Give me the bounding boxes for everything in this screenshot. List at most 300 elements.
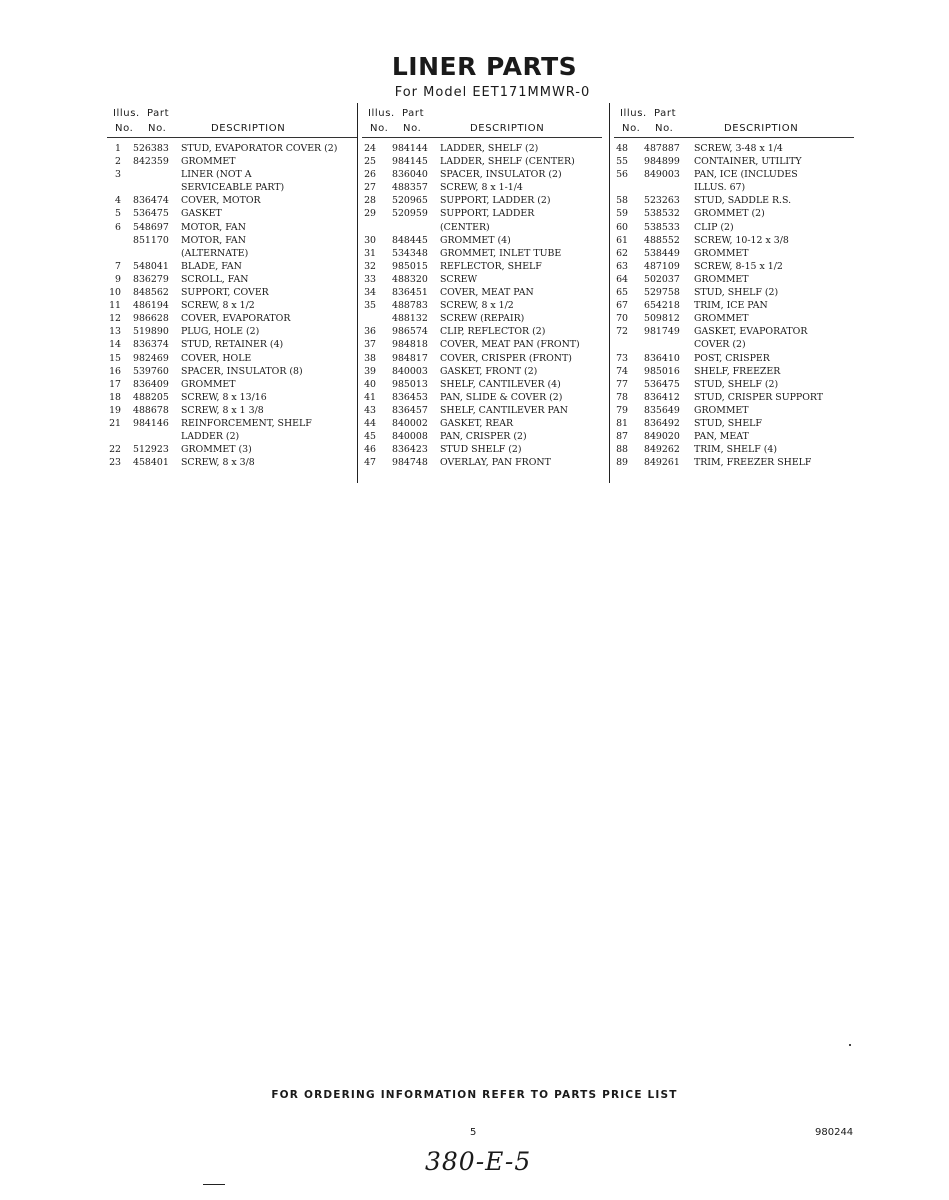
- illus-number: 70: [616, 313, 628, 325]
- part-description: STUD, SHELF (2): [694, 378, 779, 390]
- part-description: COVER (2): [694, 339, 746, 351]
- illus-number: 81: [616, 417, 628, 429]
- parts-row: [107, 181, 357, 194]
- illus-number: 18: [109, 391, 121, 403]
- part-number: 836374: [133, 339, 169, 351]
- part-number: 836409: [133, 378, 169, 390]
- illus-number: 47: [364, 457, 376, 469]
- part-label: Part: [147, 108, 170, 119]
- parts-row: [614, 430, 854, 443]
- part-number: 840002: [392, 417, 428, 429]
- part-description: SPACER, INSULATOR (8): [181, 365, 303, 377]
- illus-number: 9: [115, 273, 121, 285]
- illus-number: 24: [364, 143, 376, 154]
- parts-row: [107, 404, 357, 417]
- illus-number: 78: [616, 391, 628, 403]
- part-number: 539760: [133, 365, 169, 377]
- parts-row: [614, 194, 854, 207]
- part-description: STUD, SADDLE R.S.: [694, 195, 792, 207]
- part-description: TRIM, FREEZER SHELF: [694, 457, 812, 469]
- part-description: SHELF, CANTILEVER PAN: [440, 404, 568, 416]
- part-number: 984899: [644, 156, 680, 168]
- illus-number: 35: [364, 300, 376, 312]
- illus-number: 1: [115, 143, 121, 154]
- part-description: CLIP (2): [694, 221, 734, 233]
- part-number: 520965: [392, 195, 428, 207]
- illus-number: 17: [109, 378, 121, 390]
- illus-number: 59: [616, 208, 628, 220]
- parts-row: [362, 181, 602, 194]
- part-description: GASKET, FRONT (2): [440, 365, 538, 377]
- illus-number: 46: [364, 444, 376, 456]
- part-number: 836279: [133, 273, 169, 285]
- parts-row: [614, 456, 854, 469]
- part-description: CONTAINER, UTILITY: [694, 156, 802, 168]
- parts-row: [614, 417, 854, 430]
- illus-number: 27: [364, 182, 376, 194]
- part-description: SHELF, FREEZER: [694, 365, 781, 377]
- parts-row: [614, 299, 854, 312]
- part-description: STUD SHELF (2): [440, 444, 522, 456]
- illus-number: 32: [364, 260, 376, 272]
- illus-number: 44: [364, 417, 376, 429]
- part-number: 851170: [133, 234, 169, 246]
- illus-no-label: No.: [370, 123, 389, 134]
- part-number: 984145: [392, 156, 428, 168]
- part-description: GROMMET (2): [694, 208, 765, 220]
- column-header: [107, 104, 357, 138]
- illus-number: 87: [616, 431, 628, 443]
- parts-row: [107, 312, 357, 325]
- parts-row: [614, 325, 854, 338]
- part-number: 538449: [644, 247, 680, 259]
- part-description: STUD, RETAINER (4): [181, 339, 284, 351]
- part-number: 486194: [133, 300, 169, 312]
- part-description: TRIM, ICE PAN: [694, 300, 768, 312]
- part-description: SCREW, 8-15 x 1/2: [694, 260, 783, 272]
- ordering-note: FOR ORDERING INFORMATION REFER TO PARTS PRICE LIST: [271, 1089, 678, 1101]
- parts-row: [614, 234, 854, 247]
- part-number: 654218: [644, 300, 680, 312]
- parts-row: [614, 273, 854, 286]
- part-description: GROMMET: [694, 313, 749, 325]
- illus-number: 16: [109, 365, 121, 377]
- column-divider: [609, 103, 610, 483]
- part-description: SUPPORT, LADDER (2): [440, 195, 551, 207]
- part-number: 548697: [133, 221, 169, 233]
- handwritten-note: 380-E-5: [425, 1147, 532, 1176]
- parts-row: [107, 168, 357, 181]
- part-number: 488132: [392, 313, 428, 325]
- part-description: SHELF, CANTILEVER (4): [440, 378, 561, 390]
- part-description: STUD, SHELF (2): [694, 287, 779, 299]
- parts-row: [362, 168, 602, 181]
- part-number: 984748: [392, 457, 428, 469]
- illus-number: 62: [616, 247, 628, 259]
- parts-row: [107, 338, 357, 351]
- part-number: 986574: [392, 326, 428, 338]
- part-no-label: No.: [403, 123, 422, 134]
- illus-number: 21: [109, 417, 121, 429]
- part-number: 536475: [133, 208, 169, 220]
- part-description: GROMMET: [181, 378, 236, 390]
- illus-number: 2: [115, 156, 121, 168]
- illus-number: 64: [616, 273, 628, 285]
- parts-row: [107, 247, 357, 260]
- illus-number: 12: [109, 313, 121, 325]
- illus-number: 61: [616, 234, 628, 246]
- part-description: REFLECTOR, SHELF: [440, 260, 542, 272]
- part-description: SCREW, 8 x 1 3/8: [181, 404, 264, 416]
- illus-number: 40: [364, 378, 376, 390]
- part-description: SCREW: [440, 273, 478, 285]
- illus-no-label: No.: [115, 123, 134, 134]
- illus-number: 13: [109, 326, 121, 338]
- parts-row: [614, 338, 854, 351]
- part-description: SCREW, 8 x 1-1/4: [440, 182, 523, 194]
- parts-row: [107, 273, 357, 286]
- parts-row: [107, 299, 357, 312]
- part-description: STUD, SHELF: [694, 417, 762, 429]
- illus-number: 23: [109, 457, 121, 469]
- parts-row: [362, 391, 602, 404]
- illus-number: 37: [364, 339, 376, 351]
- part-description: GASKET: [181, 208, 222, 220]
- parts-row: [614, 155, 854, 168]
- illus-number: 65: [616, 287, 628, 299]
- parts-row: [362, 207, 602, 220]
- parts-row: [614, 168, 854, 181]
- part-no-label: No.: [148, 123, 167, 134]
- part-description: SERVICEABLE PART): [181, 182, 285, 194]
- illus-number: 60: [616, 221, 628, 233]
- part-no-label: No.: [655, 123, 674, 134]
- parts-row: [107, 352, 357, 365]
- part-number: 984818: [392, 339, 428, 351]
- parts-row: [107, 260, 357, 273]
- parts-row: [362, 352, 602, 365]
- illus-number: 39: [364, 365, 376, 377]
- part-number: 488783: [392, 300, 428, 312]
- part-number: 982469: [133, 352, 169, 364]
- part-number: 984817: [392, 352, 428, 364]
- parts-row: [614, 286, 854, 299]
- parts-row: [362, 417, 602, 430]
- part-number: 842359: [133, 156, 169, 168]
- part-number: 985013: [392, 378, 428, 390]
- part-description: OVERLAY, PAN FRONT: [440, 457, 551, 469]
- part-description: PAN, CRISPER (2): [440, 431, 527, 443]
- illus-number: 45: [364, 431, 376, 443]
- part-number: 534348: [392, 247, 428, 259]
- part-description: PAN, SLIDE & COVER (2): [440, 391, 563, 403]
- scan-mark: [203, 1184, 225, 1185]
- part-number: 985016: [644, 365, 680, 377]
- illus-number: 58: [616, 195, 628, 207]
- illus-number: 56: [616, 169, 628, 181]
- illus-label: Illus.: [368, 108, 395, 119]
- part-description: SCREW, 8 x 1/2: [181, 300, 255, 312]
- parts-row: [614, 142, 854, 155]
- parts-row: [362, 456, 602, 469]
- part-number: 526383: [133, 143, 169, 154]
- part-number: 836474: [133, 195, 169, 207]
- part-number: 509812: [644, 313, 680, 325]
- illus-number: 26: [364, 169, 376, 181]
- page-number: 5: [470, 1127, 477, 1138]
- illus-number: 11: [109, 300, 121, 312]
- part-number: 836492: [644, 417, 680, 429]
- parts-row: [107, 365, 357, 378]
- part-description: PAN, MEAT: [694, 431, 749, 443]
- part-number: 836423: [392, 444, 428, 456]
- column-header: [614, 104, 854, 138]
- part-number: 836040: [392, 169, 428, 181]
- part-description: PLUG, HOLE (2): [181, 326, 260, 338]
- part-number: 849020: [644, 431, 680, 443]
- part-description: COVER, CRISPER (FRONT): [440, 352, 572, 364]
- parts-row: [107, 443, 357, 456]
- parts-row: [362, 260, 602, 273]
- part-description: GASKET, EVAPORATOR: [694, 326, 808, 338]
- illus-number: 55: [616, 156, 628, 168]
- parts-row: [614, 181, 854, 194]
- parts-row: [614, 404, 854, 417]
- illus-number: 88: [616, 444, 628, 456]
- parts-row: [362, 221, 602, 234]
- part-description: SCREW, 8 x 13/16: [181, 391, 267, 403]
- illus-number: 22: [109, 444, 121, 456]
- scan-speck: [849, 1044, 851, 1046]
- parts-row: [107, 417, 357, 430]
- part-number: 848445: [392, 234, 428, 246]
- part-number: 520959: [392, 208, 428, 220]
- parts-row: [362, 378, 602, 391]
- parts-row: [362, 404, 602, 417]
- part-number: 836453: [392, 391, 428, 403]
- part-description: SCREW, 8 x 3/8: [181, 457, 255, 469]
- illus-number: 72: [616, 326, 628, 338]
- part-number: 487887: [644, 143, 680, 154]
- part-description: LINER (NOT A: [181, 169, 252, 181]
- part-description: SCROLL, FAN: [181, 273, 249, 285]
- part-description: SCREW, 3-48 x 1/4: [694, 143, 783, 154]
- part-description: ILLUS. 67): [694, 182, 746, 194]
- part-number: 458401: [133, 457, 169, 469]
- part-description: SCREW, 10-12 x 3/8: [694, 234, 789, 246]
- part-number: 538533: [644, 221, 680, 233]
- part-description: COVER, MOTOR: [181, 195, 261, 207]
- part-label: Part: [402, 108, 425, 119]
- part-number: 488357: [392, 182, 428, 194]
- illus-number: 63: [616, 260, 628, 272]
- parts-row: [107, 286, 357, 299]
- parts-row: [107, 234, 357, 247]
- part-number: 849262: [644, 444, 680, 456]
- part-description: MOTOR, FAN: [181, 234, 246, 246]
- parts-row: [614, 260, 854, 273]
- part-number: 985015: [392, 260, 428, 272]
- document-number: 980244: [815, 1127, 854, 1138]
- part-number: 519890: [133, 326, 169, 338]
- part-description: TRIM, SHELF (4): [694, 444, 778, 456]
- illus-number: 34: [364, 287, 376, 299]
- parts-row: [614, 221, 854, 234]
- column-divider: [357, 103, 358, 483]
- part-number: 984144: [392, 143, 428, 154]
- parts-row: [362, 142, 602, 155]
- parts-row: [362, 338, 602, 351]
- illus-number: 79: [616, 404, 628, 416]
- header-rule: [362, 137, 602, 138]
- parts-row: [614, 207, 854, 220]
- part-description: SCREW, 8 x 1/2: [440, 300, 514, 312]
- part-number: 836410: [644, 352, 680, 364]
- part-description: GROMMET (4): [440, 234, 511, 246]
- parts-row: [362, 365, 602, 378]
- parts-row: [362, 286, 602, 299]
- parts-row: [362, 443, 602, 456]
- part-number: 536475: [644, 378, 680, 390]
- parts-row: [362, 247, 602, 260]
- parts-column: [362, 104, 602, 469]
- illus-number: 30: [364, 234, 376, 246]
- part-description: LADDER, SHELF (CENTER): [440, 156, 575, 168]
- part-description: STUD, CRISPER SUPPORT: [694, 391, 824, 403]
- part-number: 529758: [644, 287, 680, 299]
- parts-row: [614, 443, 854, 456]
- illus-number: 19: [109, 404, 121, 416]
- part-label: Part: [654, 108, 677, 119]
- illus-number: 43: [364, 404, 376, 416]
- illus-number: 10: [109, 287, 121, 299]
- part-number: 488552: [644, 234, 680, 246]
- part-number: 488678: [133, 404, 169, 416]
- illus-number: 28: [364, 195, 376, 207]
- illus-number: 74: [616, 365, 628, 377]
- part-description: COVER, EVAPORATOR: [181, 313, 291, 325]
- illus-number: 15: [109, 352, 121, 364]
- part-number: 487109: [644, 260, 680, 272]
- parts-column: [107, 104, 357, 469]
- illus-number: 41: [364, 391, 376, 403]
- part-description: GROMMET: [181, 156, 236, 168]
- part-number: 488320: [392, 273, 428, 285]
- header-rule: [107, 137, 357, 138]
- part-number: 502037: [644, 273, 680, 285]
- parts-row: [107, 221, 357, 234]
- part-description: LADDER (2): [181, 431, 240, 443]
- parts-row: [107, 430, 357, 443]
- part-number: 836412: [644, 391, 680, 403]
- part-number: 835649: [644, 404, 680, 416]
- part-description: POST, CRISPER: [694, 352, 770, 364]
- parts-row: [107, 456, 357, 469]
- part-number: 984146: [133, 417, 169, 429]
- part-description: BLADE, FAN: [181, 260, 242, 272]
- part-number: 849003: [644, 169, 680, 181]
- parts-row: [362, 325, 602, 338]
- illus-number: 5: [115, 208, 121, 220]
- parts-row: [107, 325, 357, 338]
- part-number: 836451: [392, 287, 428, 299]
- part-number: 986628: [133, 313, 169, 325]
- illus-number: 38: [364, 352, 376, 364]
- part-description: GROMMET: [694, 247, 749, 259]
- part-number: 981749: [644, 326, 680, 338]
- part-description: COVER, HOLE: [181, 352, 252, 364]
- parts-row: [614, 391, 854, 404]
- part-description: SUPPORT, LADDER: [440, 208, 535, 220]
- illus-number: 7: [115, 260, 121, 272]
- illus-number: 3: [115, 169, 121, 181]
- part-description: STUD, EVAPORATOR COVER (2): [181, 143, 338, 154]
- illus-number: 29: [364, 208, 376, 220]
- header-rule: [614, 137, 854, 138]
- illus-number: 4: [115, 195, 121, 207]
- part-description: PAN, ICE (INCLUDES: [694, 169, 798, 181]
- parts-row: [107, 142, 357, 155]
- column-header: [362, 104, 602, 138]
- part-description: (CENTER): [440, 221, 490, 233]
- part-number: 840003: [392, 365, 428, 377]
- part-number: 836457: [392, 404, 428, 416]
- part-description: MOTOR, FAN: [181, 221, 246, 233]
- parts-row: [107, 155, 357, 168]
- part-number: 523263: [644, 195, 680, 207]
- illus-number: 25: [364, 156, 376, 168]
- description-label: DESCRIPTION: [470, 123, 545, 134]
- parts-column: [614, 104, 854, 469]
- illus-number: 36: [364, 326, 376, 338]
- parts-row: [362, 312, 602, 325]
- illus-label: Illus.: [620, 108, 647, 119]
- parts-row: [362, 194, 602, 207]
- parts-row: [614, 365, 854, 378]
- part-description: LADDER, SHELF (2): [440, 143, 539, 154]
- page-title: LINER PARTS: [391, 52, 578, 81]
- part-description: REINFORCEMENT, SHELF: [181, 417, 312, 429]
- part-number: 538532: [644, 208, 680, 220]
- part-number: 512923: [133, 444, 169, 456]
- illus-number: 31: [364, 247, 376, 259]
- illus-number: 48: [616, 143, 628, 154]
- part-number: 488205: [133, 391, 169, 403]
- parts-row: [362, 155, 602, 168]
- parts-row: [362, 299, 602, 312]
- illus-number: 77: [616, 378, 628, 390]
- illus-label: Illus.: [113, 108, 140, 119]
- parts-row: [107, 378, 357, 391]
- part-description: COVER, MEAT PAN: [440, 287, 534, 299]
- description-label: DESCRIPTION: [724, 123, 799, 134]
- part-number: 848562: [133, 287, 169, 299]
- description-label: DESCRIPTION: [211, 123, 286, 134]
- part-description: GASKET, REAR: [440, 417, 514, 429]
- parts-row: [614, 312, 854, 325]
- illus-number: 14: [109, 339, 121, 351]
- parts-row: [614, 378, 854, 391]
- parts-row: [107, 194, 357, 207]
- part-number: 548041: [133, 260, 169, 272]
- illus-no-label: No.: [622, 123, 641, 134]
- part-description: SPACER, INSULATOR (2): [440, 169, 562, 181]
- parts-row: [362, 430, 602, 443]
- parts-row: [614, 247, 854, 260]
- part-description: GROMMET: [694, 273, 749, 285]
- illus-number: 67: [616, 300, 628, 312]
- part-description: GROMMET (3): [181, 444, 252, 456]
